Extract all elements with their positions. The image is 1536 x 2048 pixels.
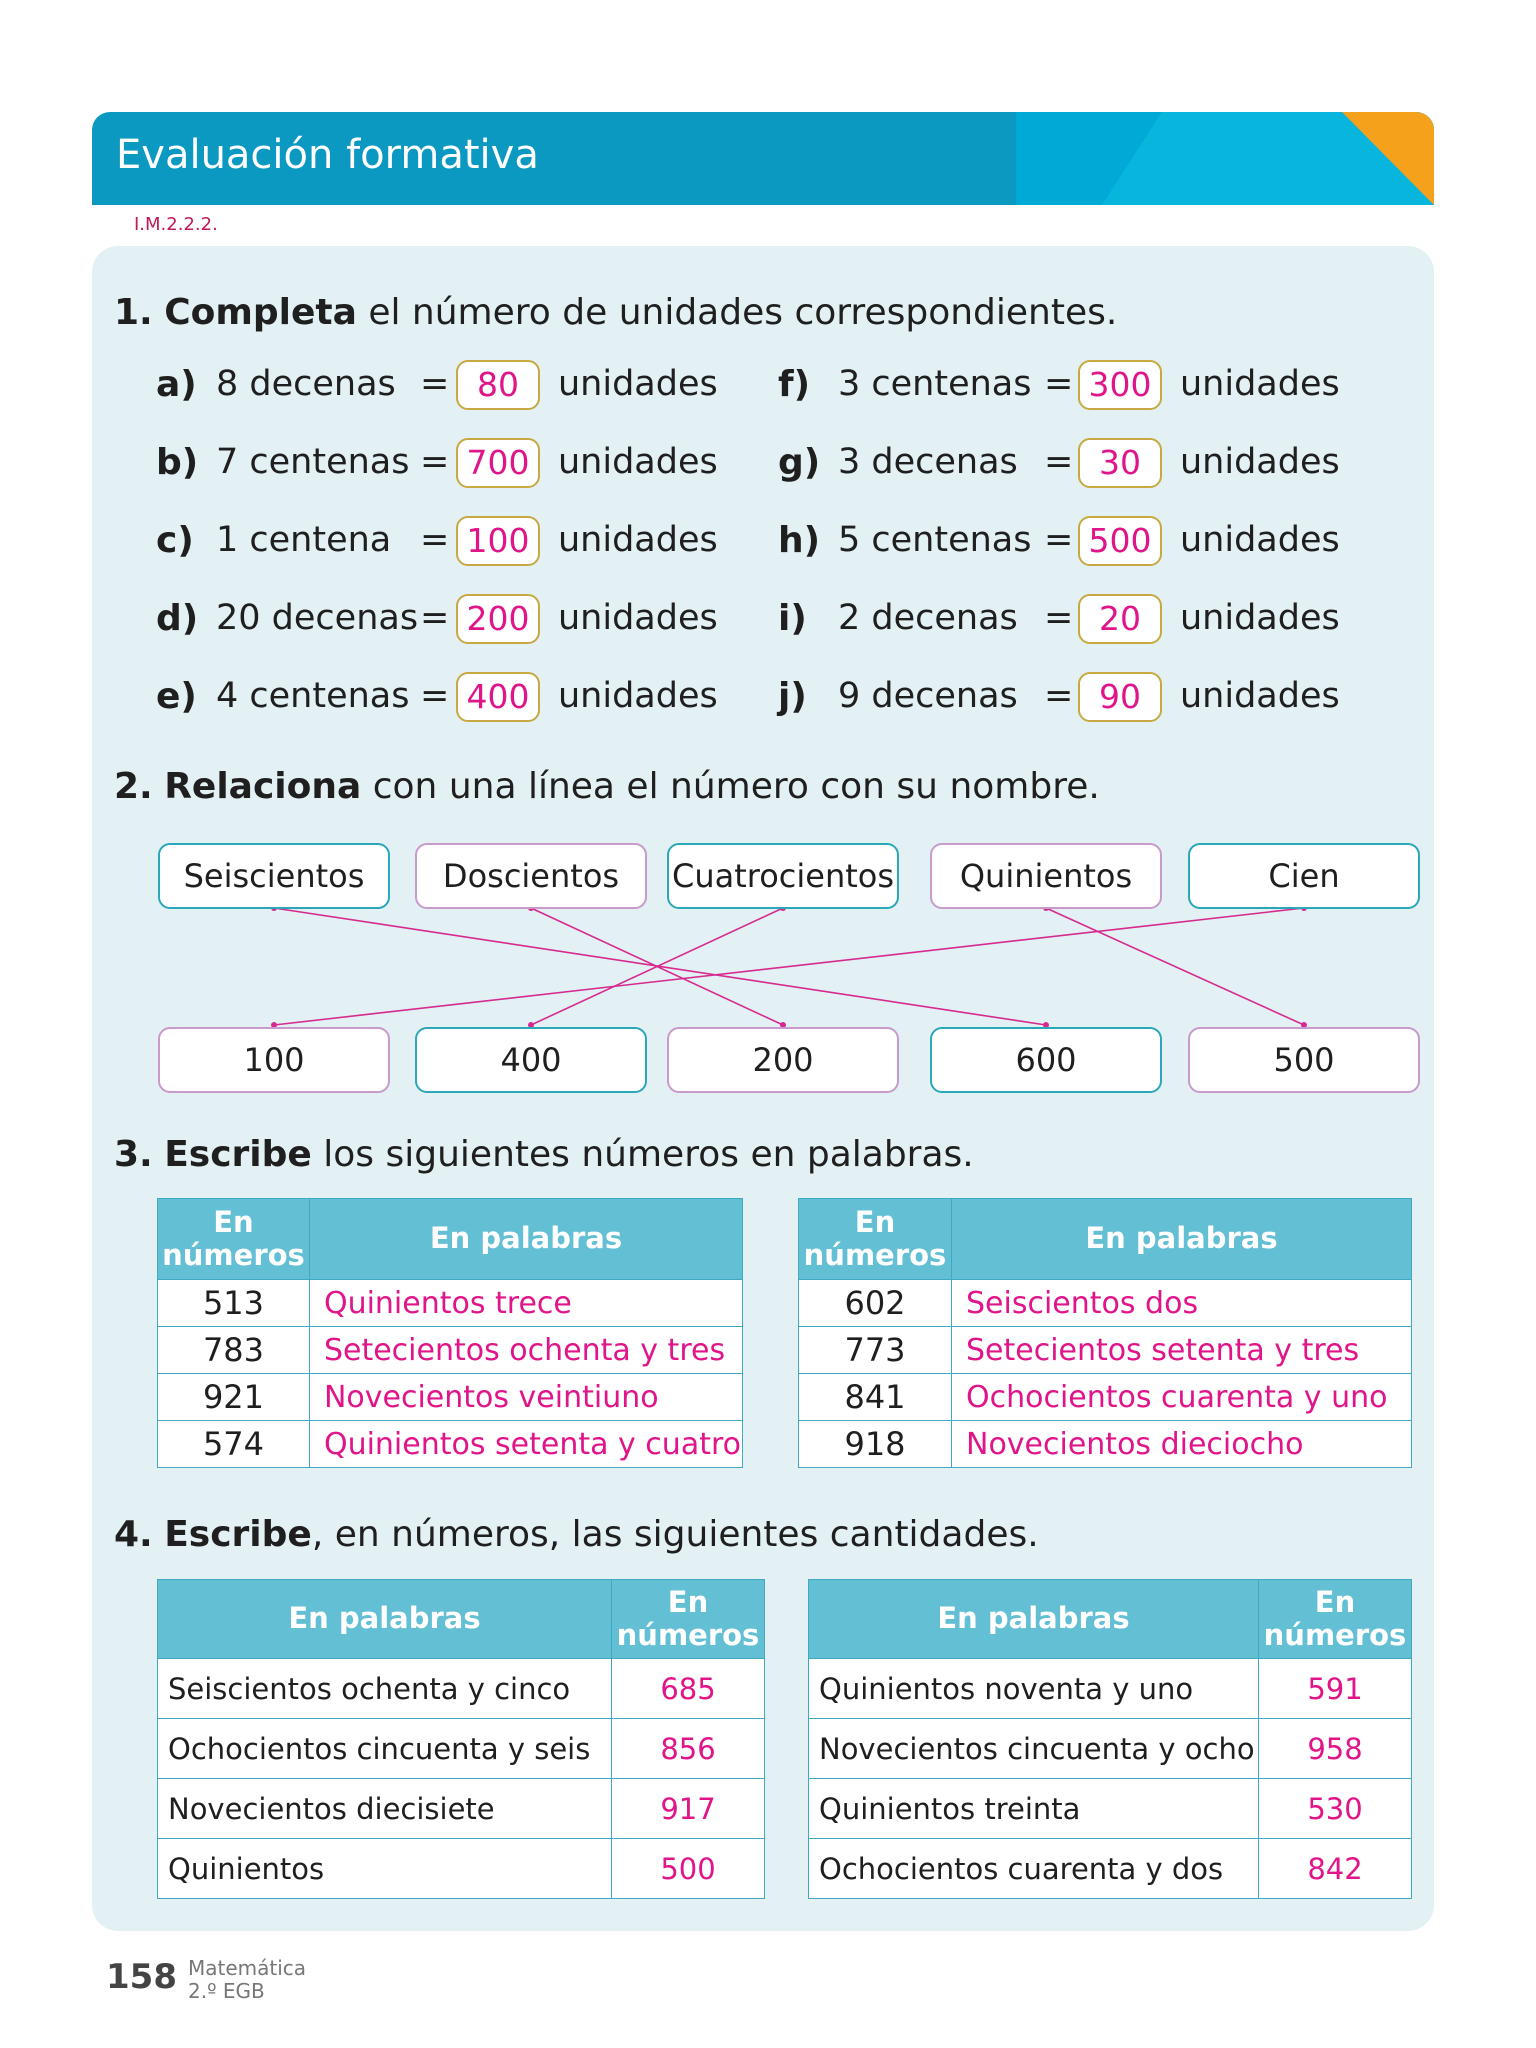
table-row	[158, 1327, 743, 1374]
q1-item-label: i)	[778, 598, 807, 639]
q1-item-label: d)	[156, 598, 199, 639]
number-cell: 921	[158, 1374, 310, 1421]
q1-item-text: 7 centenas	[216, 442, 410, 482]
words-cell: Seiscientos ochenta y cinco	[158, 1659, 612, 1719]
number-cell: 783	[158, 1327, 310, 1374]
table-row	[799, 1327, 1412, 1374]
q3-left-header-words: En palabras	[309, 1199, 742, 1280]
table-row	[799, 1421, 1412, 1468]
q1-item-equals: =	[420, 676, 450, 716]
words-cell: Quinientos	[158, 1839, 612, 1899]
table-row	[799, 1280, 1412, 1327]
dua-subtitle: Acción y expresión	[1097, 50, 1363, 79]
q2-verb: Relaciona	[164, 766, 362, 807]
q1-instruction: el número de unidades correspondientes.	[356, 292, 1118, 333]
q1-item-text: 3 centenas	[838, 364, 1032, 404]
words-answer-cell: Seiscientos dos	[952, 1280, 1412, 1327]
table-row	[158, 1719, 765, 1779]
table-row	[158, 1659, 765, 1719]
q1-item-text: 1 centena	[216, 520, 392, 560]
table-row	[158, 1280, 743, 1327]
table-row	[809, 1779, 1412, 1839]
q4-left-header-numbers: En números	[612, 1580, 765, 1659]
number-answer-cell: 500	[612, 1839, 765, 1899]
number-cell: 602	[799, 1280, 952, 1327]
table-row	[799, 1374, 1412, 1421]
words-cell: Quinientos treinta	[809, 1779, 1259, 1839]
table-row	[158, 1374, 743, 1421]
q1-answer-box: 200	[456, 594, 540, 644]
q1-verb: Completa	[164, 292, 357, 333]
number-cell: 513	[158, 1280, 310, 1327]
table-row	[809, 1719, 1412, 1779]
words-answer-cell: Setecientos setenta y tres	[952, 1327, 1412, 1374]
q4-verb: Escribe	[164, 1514, 312, 1555]
page-number: 158	[106, 1957, 177, 1997]
q2-instruction: con una línea el número con su nombre.	[361, 766, 1100, 807]
number-answer-cell: 591	[1259, 1659, 1412, 1719]
q1-item-text: 20 decenas	[216, 598, 419, 638]
number-card: 500	[1188, 1027, 1420, 1093]
table-row	[158, 1421, 743, 1468]
q3-left-header-numbers: En números	[158, 1199, 310, 1280]
q1-item-equals: =	[420, 442, 450, 482]
words-answer-cell: Novecientos veintiuno	[309, 1374, 742, 1421]
name-card: Quinientos	[930, 843, 1162, 909]
q3-instruction: los siguientes números en palabras.	[311, 1134, 974, 1175]
q1-answer-box: 100	[456, 516, 540, 566]
words-cell: Ochocientos cuarenta y dos	[809, 1839, 1259, 1899]
q1-item-label: a)	[156, 364, 197, 405]
words-cell: Novecientos diecisiete	[158, 1779, 612, 1839]
q1-item-unit: unidades	[1180, 598, 1340, 638]
q1-item-unit: unidades	[1180, 442, 1340, 482]
match-line	[1046, 908, 1304, 1025]
question-4-heading	[114, 1514, 1039, 1555]
match-line	[274, 908, 1304, 1025]
table-row	[809, 1839, 1412, 1899]
table-row	[809, 1659, 1412, 1719]
q1-answer-box: 700	[456, 438, 540, 488]
q1-item-equals: =	[420, 364, 450, 404]
number-card: 400	[415, 1027, 647, 1093]
q1-item-equals: =	[420, 598, 450, 638]
words-answer-cell: Ochocientos cuarenta y uno	[952, 1374, 1412, 1421]
words-answer-cell: Quinientos trece	[309, 1280, 742, 1327]
q1-item-unit: unidades	[1180, 676, 1340, 716]
q4-table-left	[157, 1579, 765, 1899]
words-answer-cell: Quinientos setenta y cuatro	[309, 1421, 742, 1468]
q1-answer-box: 300	[1078, 360, 1162, 410]
match-line	[274, 908, 1046, 1025]
q1-item-unit: unidades	[1180, 364, 1340, 404]
q1-item-label: b)	[156, 442, 199, 483]
number-card: 200	[667, 1027, 899, 1093]
q3-right-header-words: En palabras	[952, 1199, 1412, 1280]
number-cell: 841	[799, 1374, 952, 1421]
footer-grade: 2.º EGB	[188, 1979, 265, 2003]
q1-item-label: h)	[778, 520, 821, 561]
q1-item-label: g)	[778, 442, 821, 483]
q1-item-text: 2 decenas	[838, 598, 1018, 638]
q3-table-left	[157, 1198, 743, 1468]
q1-item-label: e)	[156, 676, 197, 717]
q1-item-unit: unidades	[558, 676, 718, 716]
indicator-code: I.M.2.2.2.	[134, 214, 218, 235]
question-3-heading	[114, 1134, 974, 1175]
q1-item-text: 3 decenas	[838, 442, 1018, 482]
q1-answer-box: 20	[1078, 594, 1162, 644]
table-row	[158, 1839, 765, 1899]
q1-answer-box: 80	[456, 360, 540, 410]
number-card: 600	[930, 1027, 1162, 1093]
q2-number: 2.	[114, 766, 153, 807]
q4-table-right	[808, 1579, 1412, 1899]
q1-item-unit: unidades	[1180, 520, 1340, 560]
q1-item-unit: unidades	[558, 364, 718, 404]
name-card: Cuatrocientos	[667, 843, 899, 909]
q1-item-equals: =	[1044, 676, 1074, 716]
q3-right-header-numbers: En números	[799, 1199, 952, 1280]
name-card: Doscientos	[415, 843, 647, 909]
number-cell: 918	[799, 1421, 952, 1468]
number-card: 100	[158, 1027, 390, 1093]
q4-left-header-words: En palabras	[158, 1580, 612, 1659]
q1-item-equals: =	[1044, 520, 1074, 560]
q1-answer-box: 400	[456, 672, 540, 722]
number-answer-cell: 856	[612, 1719, 765, 1779]
q1-item-unit: unidades	[558, 442, 718, 482]
number-cell: 773	[799, 1327, 952, 1374]
name-card: Cien	[1188, 843, 1420, 909]
words-cell: Novecientos cincuenta y ocho	[809, 1719, 1259, 1779]
q1-answer-box: 90	[1078, 672, 1162, 722]
q3-table-right	[798, 1198, 1412, 1468]
q1-item-label: j)	[778, 676, 807, 717]
q1-answer-box: 30	[1078, 438, 1162, 488]
words-answer-cell: Novecientos dieciocho	[952, 1421, 1412, 1468]
number-answer-cell: 917	[612, 1779, 765, 1839]
q1-number: 1.	[114, 292, 153, 333]
q1-item-label: c)	[156, 520, 194, 561]
q1-item-equals: =	[1044, 598, 1074, 638]
q1-item-text: 4 centenas	[216, 676, 410, 716]
dua-title: DUA	[1194, 10, 1266, 45]
q1-answer-box: 500	[1078, 516, 1162, 566]
number-answer-cell: 842	[1259, 1839, 1412, 1899]
number-answer-cell: 685	[612, 1659, 765, 1719]
words-answer-cell: Setecientos ochenta y tres	[309, 1327, 742, 1374]
number-answer-cell: 530	[1259, 1779, 1412, 1839]
words-cell: Ochocientos cincuenta y seis	[158, 1719, 612, 1779]
words-cell: Quinientos noventa y uno	[809, 1659, 1259, 1719]
q1-item-equals: =	[420, 520, 450, 560]
q4-right-header-words: En palabras	[809, 1580, 1259, 1659]
q4-right-header-numbers: En números	[1259, 1580, 1412, 1659]
q1-item-text: 9 decenas	[838, 676, 1018, 716]
q1-item-text: 5 centenas	[838, 520, 1032, 560]
q1-item-label: f)	[778, 364, 811, 405]
q1-item-equals: =	[1044, 364, 1074, 404]
q1-item-unit: unidades	[558, 520, 718, 560]
number-cell: 574	[158, 1421, 310, 1468]
footer-subject: Matemática	[188, 1956, 307, 1980]
q1-item-equals: =	[1044, 442, 1074, 482]
page-title: Evaluación formativa	[116, 132, 539, 178]
q1-item-text: 8 decenas	[216, 364, 396, 404]
q3-verb: Escribe	[164, 1134, 312, 1175]
q1-item-unit: unidades	[558, 598, 718, 638]
table-row	[158, 1779, 765, 1839]
q4-instruction: , en números, las siguientes cantidades.	[311, 1514, 1039, 1555]
name-card: Seiscientos	[158, 843, 390, 909]
q4-number: 4.	[114, 1514, 153, 1555]
q3-number: 3.	[114, 1134, 153, 1175]
number-answer-cell: 958	[1259, 1719, 1412, 1779]
